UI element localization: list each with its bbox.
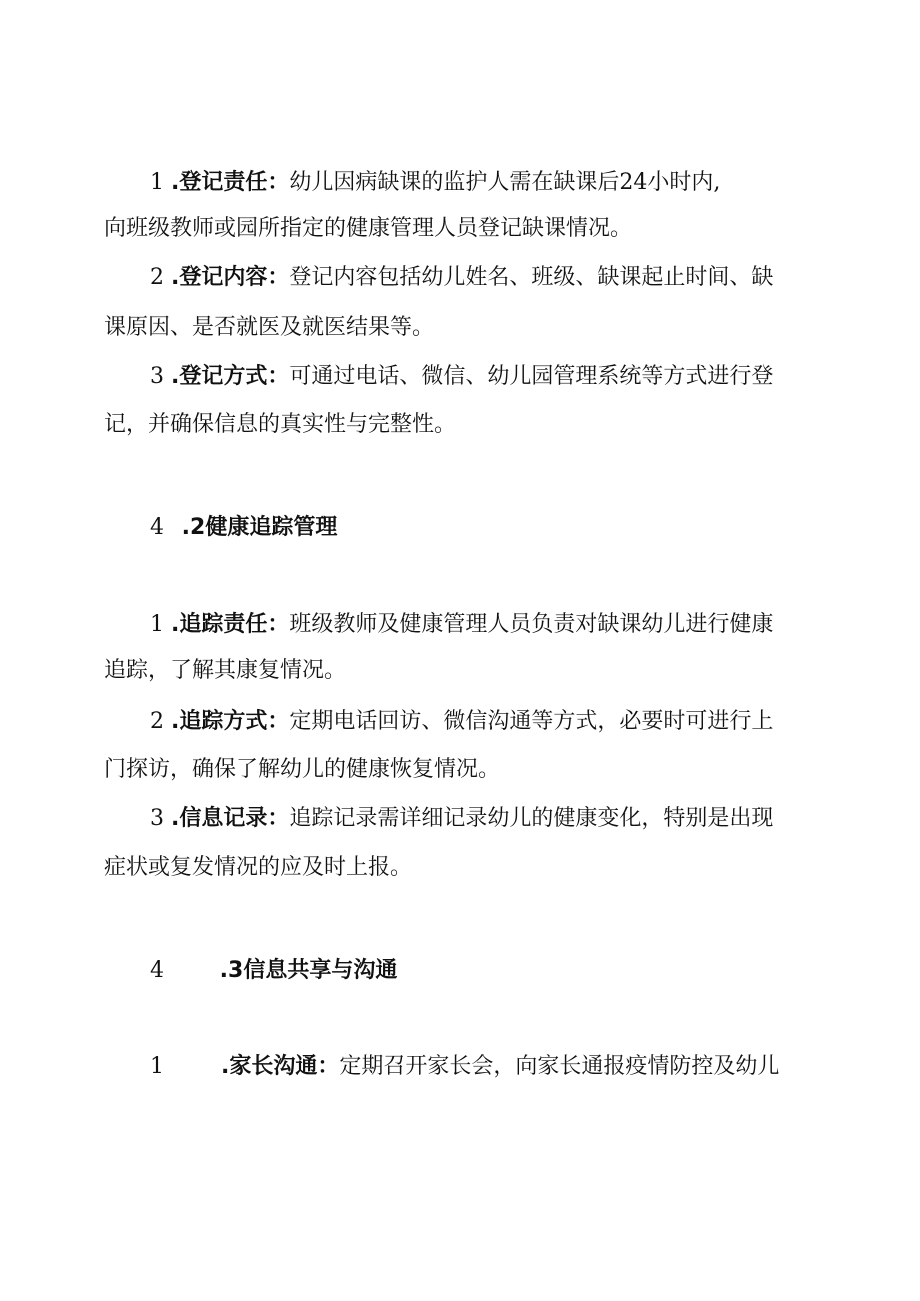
s2-item3-text1: 追踪记录需详细记录幼儿的健康变化，特别是出现 (289, 806, 774, 831)
s2-item1-text1: 班级教师及健康管理人员负责对缺课幼儿进行健康 (289, 612, 774, 637)
section-heading-4-2 (150, 513, 337, 543)
s1-item1-number: 1 (150, 170, 164, 195)
section3-heading-title: .3信息共享与沟通 (219, 958, 398, 983)
s2-item3-number: 3 (150, 806, 164, 831)
s2-item1-text2: 追踪，了解其康复情况。 (104, 658, 347, 683)
s1-item3-text2: 记，并确保信息的真实性与完整性。 (104, 412, 457, 437)
section-heading-4-3 (150, 956, 397, 986)
s1-item1-text1: 幼儿因病缺课的监护人需在缺课后24小时内, (289, 170, 721, 195)
s1-item2-text1: 登记内容包括幼儿姓名、班级、缺课起止时间、缺 (289, 265, 774, 290)
s2-item1-line1 (150, 610, 773, 640)
s1-item1-line2 (104, 214, 632, 244)
s1-item2-text2: 课原因、是否就医及就医结果等。 (104, 315, 435, 340)
s2-item3-text2: 症状或复发情况的应及时上报。 (104, 855, 413, 880)
s1-item3-lead: .登记方式： (171, 364, 290, 389)
s1-item1-text2: 向班级教师或园所指定的健康管理人员登记缺课情况。 (104, 216, 633, 241)
s3-item1-text1: 定期召开家长会，向家长通报疫情防控及幼儿 (339, 1054, 780, 1079)
s1-item1-line1 (150, 168, 720, 198)
s1-item2-line2 (104, 313, 434, 343)
s1-item3-number: 3 (150, 364, 164, 389)
s3-item1-lead: .家长沟通： (221, 1054, 340, 1079)
section2-heading-title: .2健康追踪管理 (181, 515, 338, 540)
s2-item3-line1 (150, 804, 773, 834)
s2-item2-line1 (150, 707, 773, 737)
s2-item2-text1: 定期电话回访、微信沟通等方式，必要时可进行上 (289, 709, 774, 734)
s2-item2-number: 2 (150, 709, 164, 734)
s1-item3-line2 (104, 410, 456, 440)
s2-item1-number: 1 (150, 612, 164, 637)
s3-item1-line1 (150, 1052, 779, 1082)
s2-item2-lead: .追踪方式： (171, 709, 290, 734)
s2-item3-line2 (104, 853, 412, 883)
s1-item2-line1 (150, 263, 773, 293)
s2-item2-text2: 门探访，确保了解幼儿的健康恢复情况。 (104, 757, 501, 782)
s1-item1-lead: .登记责任： (171, 170, 290, 195)
s2-item3-lead: .信息记录： (171, 806, 290, 831)
s1-item2-number: 2 (150, 265, 164, 290)
s1-item3-text1: 可通过电话、微信、幼儿园管理系统等方式进行登 (289, 364, 774, 389)
s1-item2-lead: .登记内容： (171, 265, 290, 290)
s1-item3-line1 (150, 362, 773, 392)
s3-item1-number: 1 (150, 1054, 164, 1079)
s2-item1-line2 (104, 656, 346, 686)
s2-item2-line2 (104, 755, 500, 785)
section2-heading-number: 4 (150, 515, 164, 540)
s2-item1-lead: .追踪责任： (171, 612, 290, 637)
section3-heading-number: 4 (150, 958, 164, 983)
